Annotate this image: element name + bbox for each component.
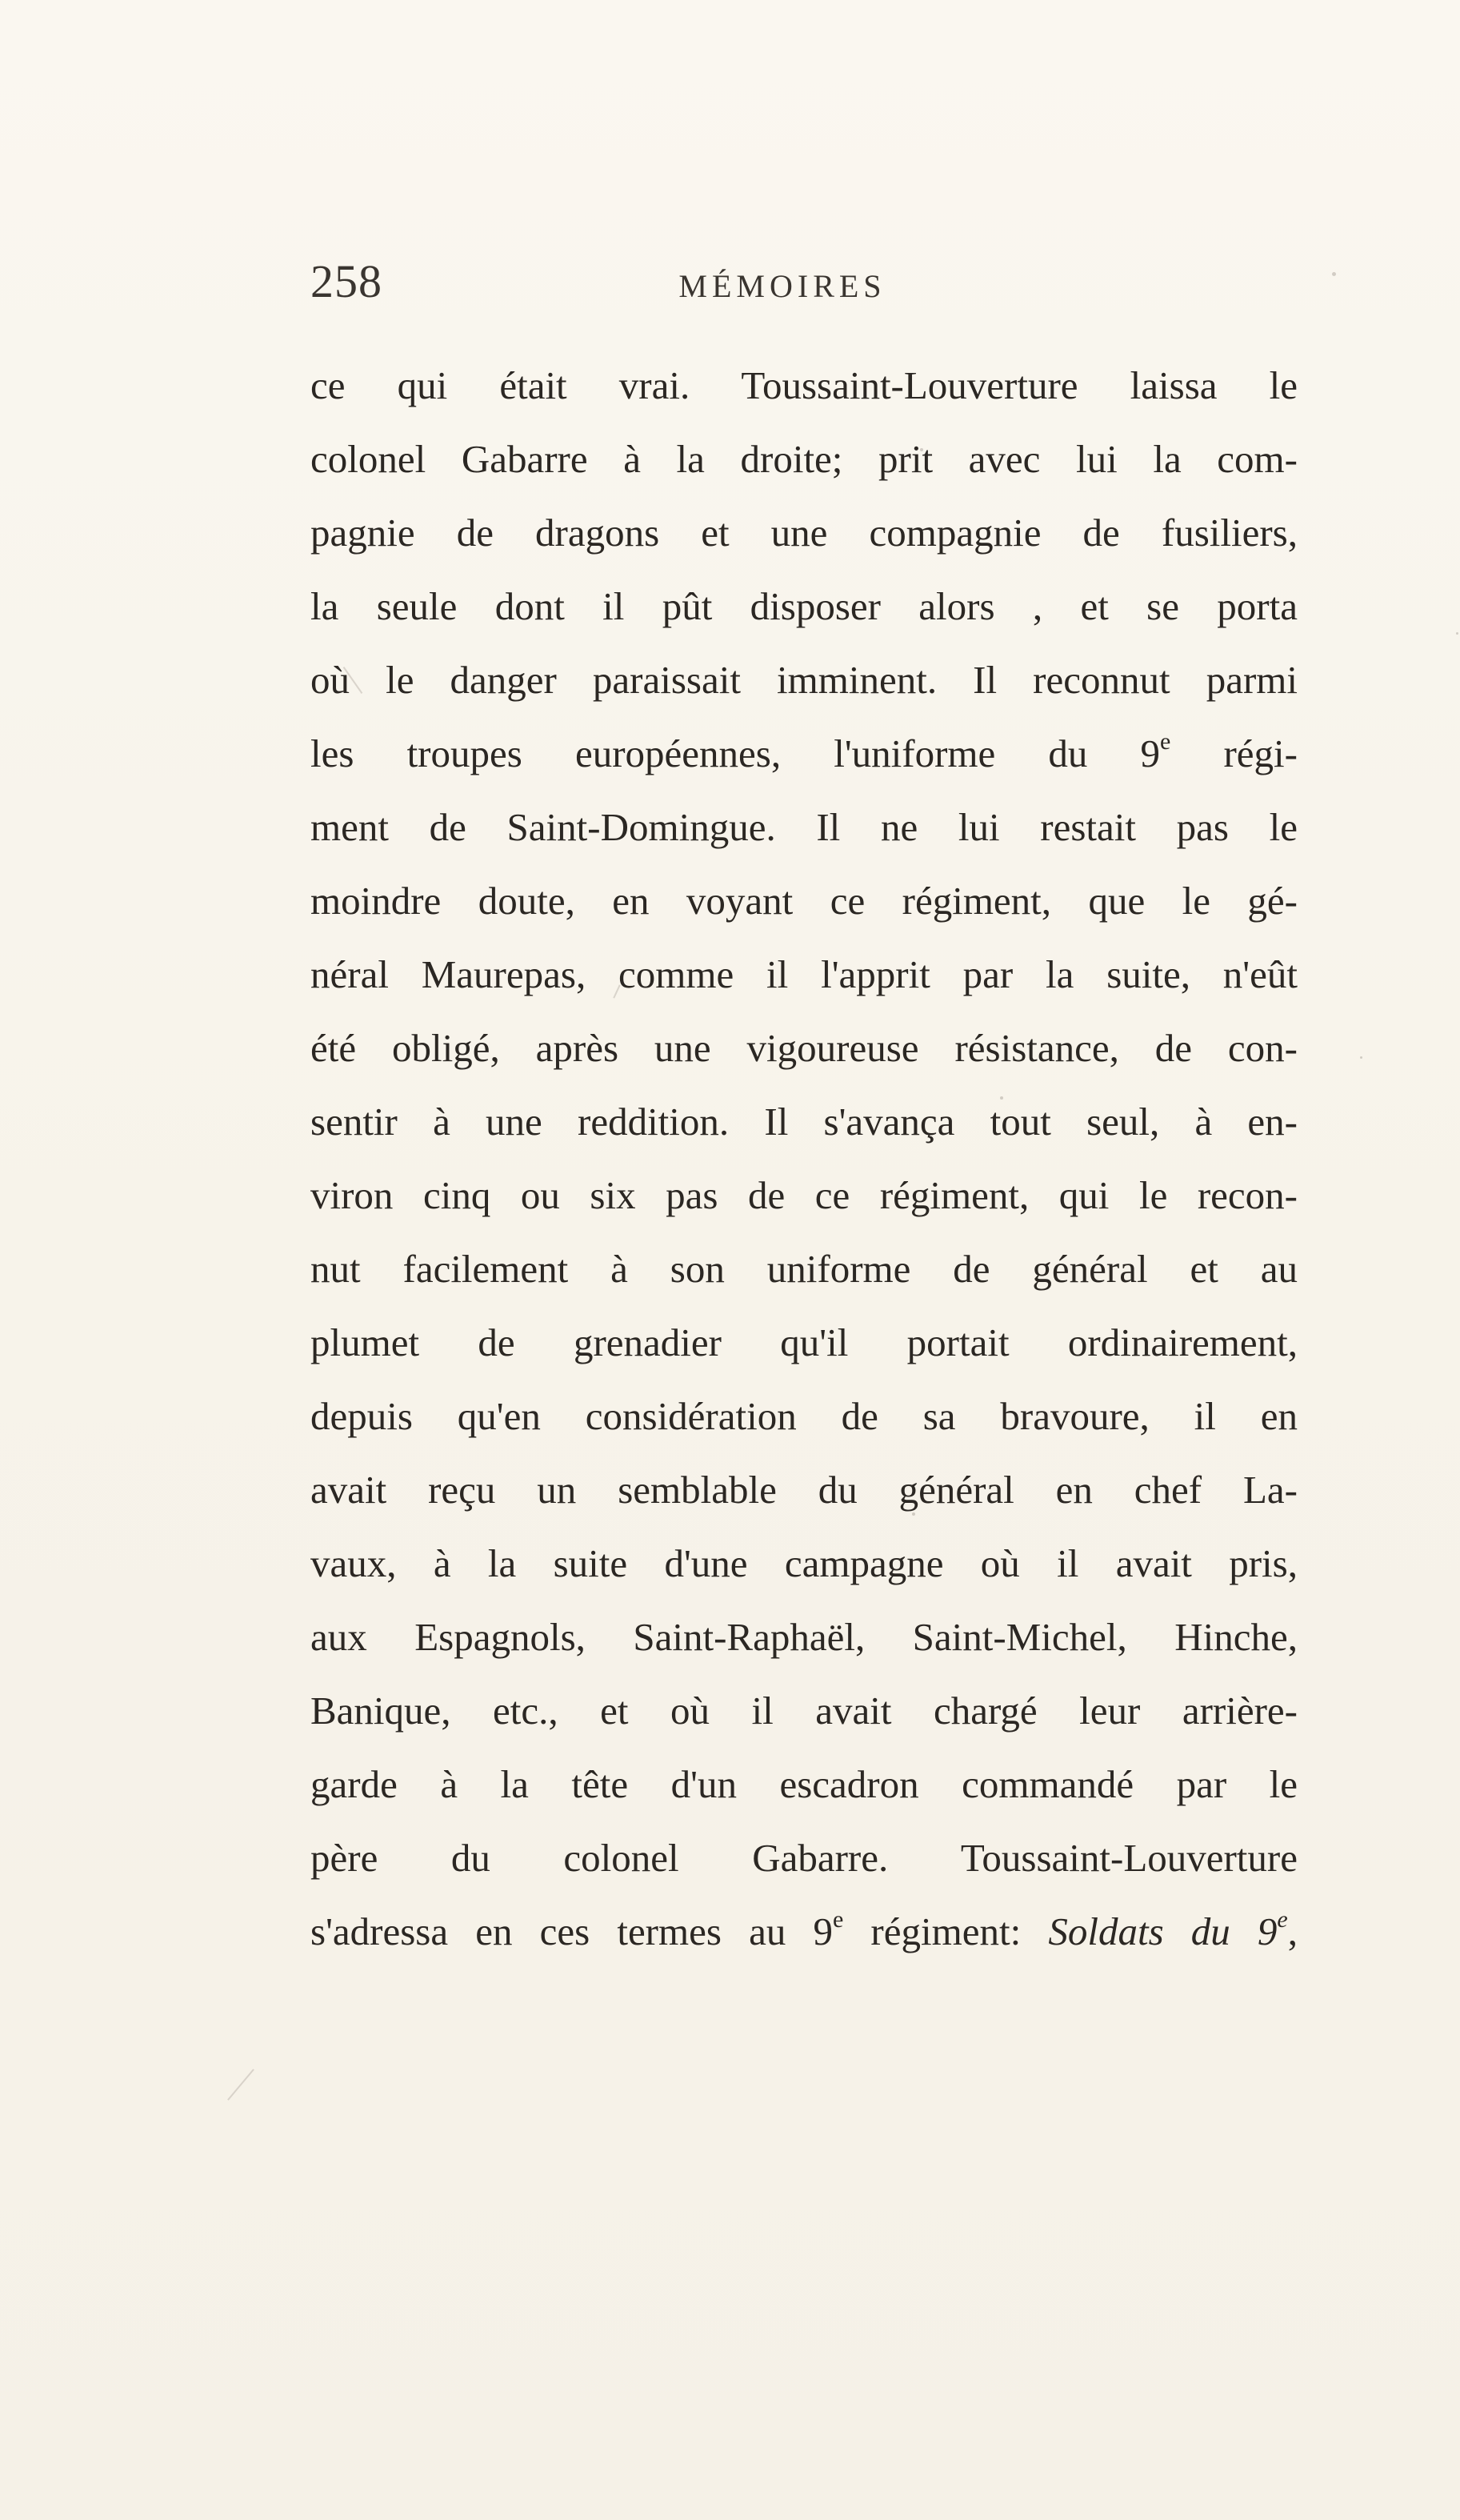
text-line: nut facilement à son uniforme de général et au [310,1247,1298,1291]
superscript: e [832,1906,844,1933]
paper-speck [1360,1056,1362,1059]
running-title: MÉMOIRES [678,268,886,304]
text-line [310,717,1298,791]
text-line: Banique, etc., et où il avait chargé leur arrière- [310,1689,1298,1733]
paper-speck [1000,1096,1003,1100]
text-line: père du colonel Gabarre. Toussaint-Louverture [310,1836,1298,1880]
page-number: 258 [310,255,382,307]
text-fragment: s'adressa en ces termes au 9 [310,1909,833,1953]
text-line: la seule dont il pût disposer alors , et se porta [310,584,1298,628]
text-line: garde à la tête d'un escadron commandé par le [310,1762,1298,1806]
text-fragment: régiment: [843,1909,1049,1953]
text-line: pagnie de dragons et une compagnie de fusiliers, [310,511,1298,555]
paper-scratch [227,2069,254,2101]
text-line: vaux, à la suite d'une campagne où il avait pris, [310,1541,1298,1585]
text-fragment: , [1287,1909,1298,1953]
text-line: été obligé, après une vigoureuse résistance, de con- [310,1026,1298,1070]
text-line: depuis qu'en considération de sa bravoure, il en [310,1394,1298,1438]
text-line: colonel Gabarre à la droite; prit avec lui la com- [310,437,1298,481]
superscript: e [1160,728,1171,755]
paper-speck [912,1512,915,1516]
text-line: avait reçu un semblable du général en chef La- [310,1468,1298,1512]
text-line: où le danger paraissait imminent. Il reconnut parmi [310,658,1298,702]
page-header [310,254,1294,310]
superscript: e [1277,1906,1288,1933]
text-line: néral Maurepas, comme il l'apprit par la suite, n'eût [310,952,1298,996]
text-line [310,1895,1298,1969]
italic-phrase [1048,1906,1288,1953]
text-line: aux Espagnols, Saint-Raphaël, Saint-Michel, Hinche, [310,1615,1298,1659]
paper-speck [920,448,923,451]
paper-speck [1456,632,1458,635]
paper-speck [1332,272,1336,276]
text-line: sentir à une reddition. Il s'avança tout seul, à en- [310,1100,1298,1144]
text-line: ce qui était vrai. Toussaint-Louverture laissa le [310,363,1298,407]
body-text [310,349,1298,1969]
text-line: plumet de grenadier qu'il portait ordinairement, [310,1320,1298,1364]
text-fragment: Soldats du 9 [1048,1909,1278,1953]
text-line: ment de Saint-Domingue. Il ne lui restait pas le [310,805,1298,849]
text-fragment: régi- [1170,731,1298,775]
text-line: moindre doute, en voyant ce régiment, que le gé- [310,879,1298,923]
text-line: viron cinq ou six pas de ce régiment, qui le recon- [310,1173,1298,1217]
text-fragment: les troupes européennes, l'uniforme du 9 [310,731,1161,775]
